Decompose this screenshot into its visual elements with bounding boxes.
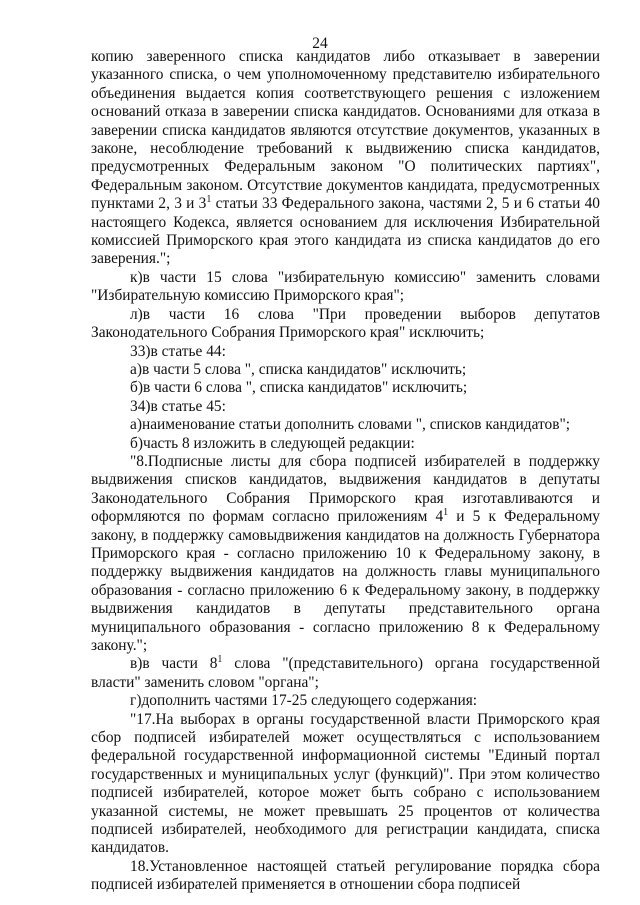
paragraph-text: а)в части 5 слова ", списка кандидатов" исключить; — [130, 360, 467, 378]
paragraph — [91, 269, 600, 306]
paragraph-text: г)дополнить частями 17-25 следующего содержания: — [130, 692, 478, 710]
paragraph-text: "17.На выборах в органы государственной власти Приморского края сбор подписей избирателей может осуществляться с использованием федеральной государственной информационной системы "Единый портал государственных и муниципальных услуг (функций)". При этом количество подписей избирателей, которое может быть собрано с использованием указанной системы, не может превышать 25 процентов от количества подписей избирателей, необходимого для регистрации кандидата, списка кандидатов. — [91, 710, 600, 857]
paragraph — [91, 416, 600, 434]
paragraph — [91, 343, 600, 361]
paragraph-text: статьи 33 Федерального закона, частями 2, 5 и 6 статьи 40 настоящего Кодекса, является основанием для исключения Избирательной комиссией Приморского края этого кандидата из списка кандидатов до его заверения."; — [91, 195, 600, 268]
paragraph — [91, 692, 600, 710]
paragraph-text: 34)в статье 45: — [130, 397, 226, 415]
paragraph-text: к)в части 15 слова "избирательную комиссию" заменить словами "Избирательную комиссию Приморского края"; — [91, 268, 600, 305]
paragraph — [91, 361, 600, 379]
paragraph-text: слова "(представительного) органа государственной власти" заменить словом "органа"; — [91, 655, 600, 691]
paragraph-text: л)в части 16 слова "При проведении выборов депутатов Законодательного Собрания Приморского края" исключить; — [91, 305, 600, 342]
paragraph — [91, 655, 600, 692]
superscript: 1 — [217, 654, 223, 666]
paragraph — [91, 398, 600, 416]
paragraph-text: 33)в статье 44: — [130, 342, 226, 360]
paragraph — [91, 453, 600, 655]
paragraph-text: копию заверенного списка кандидатов либо отказывает в заверении указанного списка, о чем уполномоченному представителю избирательного объединения выдается копия соответствующего решения с изложением оснований отказа в заверении списка кандидатов. Основаниями для отказа в заверении списка кандидатов являются отсутствие документов, указанных в законе, несоблюдение требований к выдвижению списка кандидатов, предусмотренных Федеральным законом "О политических партиях", Федеральным законом. Отсутствие документов кандидата, предусмотренных пунктами 2, 3 и 3 — [91, 48, 600, 213]
superscript: 1 — [206, 194, 212, 206]
paragraph — [91, 306, 600, 343]
paragraph-text: б)в части 6 слова ", списка кандидатов" исключить; — [130, 379, 468, 397]
paragraph-text: 18.Установленное настоящей статьей регулирование порядка сбора подписей избирателей применяется в отношении сбора подписей — [91, 857, 600, 894]
paragraph — [91, 379, 600, 397]
paragraph-text: и 5 к Федеральному закону, в поддержку самовыдвижения кандидатов на должность Губернатора Приморского края - согласно приложению 10 к Федеральному закону, в поддержку выдвижения кандидатов на должность главы муниципального образования - согласно приложению 6 к Федеральному закону, в поддержку выдвижения кандидатов в депутаты представительного органа муниципального образования - согласно приложению 8 к Федеральному закону."; — [91, 508, 601, 654]
paragraph — [91, 435, 600, 453]
paragraph-text: б)часть 8 изложить в следующей редакции: — [130, 434, 415, 452]
paragraph-text: а)наименование статьи дополнить словами ", списков кандидатов"; — [130, 416, 571, 434]
paragraph-text: в)в части 8 — [130, 655, 218, 673]
document-body — [91, 48, 600, 895]
paragraph — [91, 858, 600, 895]
superscript: 1 — [443, 507, 449, 519]
page-number: 24 — [312, 35, 328, 52]
paragraph — [91, 48, 600, 269]
paragraph-text: "8.Подписные листы для сбора подписей избирателей в поддержку выдвижения списков кандидатов, выдвижения кандидатов в депутаты Законодательного Собрания Приморского края изготавливаются и оформляются по формам согласно приложениям 4 — [91, 452, 600, 526]
paragraph — [91, 711, 600, 858]
